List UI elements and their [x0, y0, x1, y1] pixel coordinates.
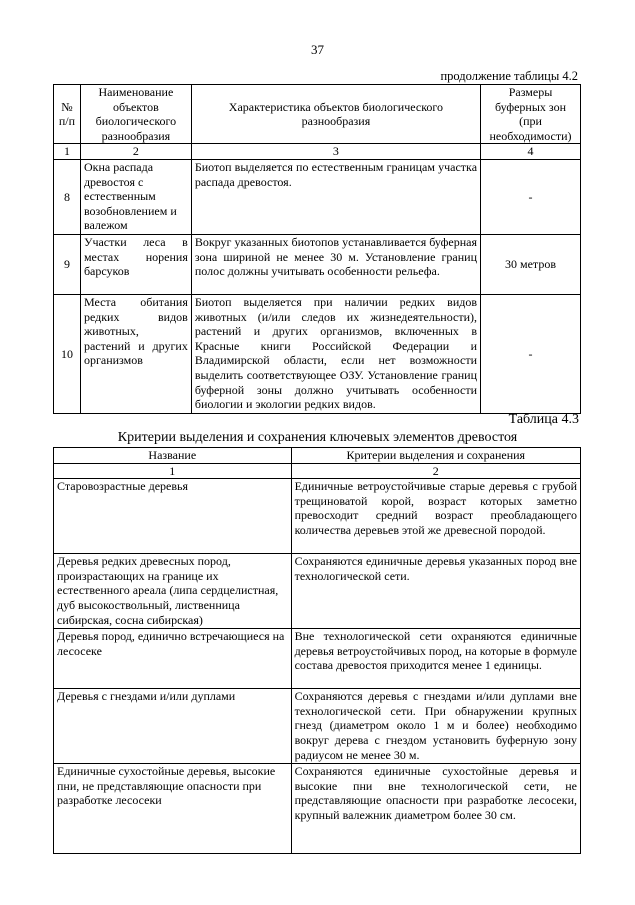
row-buffer: -	[481, 294, 581, 413]
table-4-2	[53, 84, 581, 414]
row-name: Старовозрастные деревья	[54, 479, 292, 554]
header-buffer: Размеры буферных зон (при необходимости)	[481, 85, 581, 144]
table-row	[54, 689, 581, 764]
header-name: Название	[54, 448, 292, 464]
col-number: 2	[291, 463, 580, 479]
header-name: Наименование объектов биологического разнообразия	[80, 85, 191, 144]
table-row	[54, 479, 581, 554]
row-description: Биотоп выделяется по естественным границам участка распада древостоя.	[191, 159, 480, 234]
col-number: 1	[54, 463, 292, 479]
table-row	[54, 629, 581, 689]
col-number: 1	[54, 144, 81, 160]
row-description: Вокруг указанных биотопов устанавливается буферная зона шириной не менее 30 м. Установление границ полос должны учитывать особенности рельефа.	[191, 234, 480, 294]
row-description: Биотоп выделяется при наличии редких видов животных (и/или следов их жизнедеятельности), растений и других организмов, включенных в Красные книги Российской Федерации и Владимирской области, если нет возможности выделить соответствующее ОЗУ. Установление границ буферной зоны должно учитывать особенности биологии и экологии редких видов.	[191, 294, 480, 413]
col-number: 4	[481, 144, 581, 160]
row-number: 9	[54, 234, 81, 294]
row-name: Места обитания редких видов животных, растений и других организмов	[80, 294, 191, 413]
row-criteria: Сохраняются деревья с гнездами и/или дуплами вне технологической сети. При обнаружении крупных гнезд (диаметром около 1 м и более) необходимо вокруг дерева с гнездом установить буферную зону радиусом не менее 30 м.	[291, 689, 580, 764]
row-name: Деревья с гнездами и/или дуплами	[54, 689, 292, 764]
row-criteria: Единичные ветроустойчивые старые деревья с грубой трещиноватой корой, возраст которых заметно превосходит средний возраст преобладающего количества деревьев этой же древесной породой.	[291, 479, 580, 554]
header-criteria: Критерии выделения и сохранения	[291, 448, 580, 464]
row-buffer: 30 метров	[481, 234, 581, 294]
row-criteria: Сохраняются единичные деревья указанных пород вне технологической сети.	[291, 554, 580, 629]
table-header-row	[54, 448, 581, 464]
row-criteria: Вне технологической сети охраняются единичные деревья ветроустойчивых пород, на которые в формуле состава древостоя приходится менее 1 единицы.	[291, 629, 580, 689]
header-description: Характеристика объектов биологического разнообразия	[191, 85, 480, 144]
col-number: 3	[191, 144, 480, 160]
row-name: Деревья редких древесных пород, произрастающих на границе их естественного ареала (липа сердцелистная, дуб высокоствольный, лиственница сибирская, сосна сибирская)	[54, 554, 292, 629]
table-4-3	[53, 447, 581, 854]
row-number: 10	[54, 294, 81, 413]
row-name: Участки леса в местах норения барсуков	[80, 234, 191, 294]
row-criteria: Сохраняются единичные сухостойные деревья и высокие пни вне технологической сети, не представляющие опасности при разработке лесосеки, крупный валежник диаметром более 30 см.	[291, 764, 580, 854]
col-number: 2	[80, 144, 191, 160]
column-number-row	[54, 144, 581, 160]
column-number-row	[54, 463, 581, 479]
table-row	[54, 159, 581, 234]
table-4-3-label: Таблица 4.3	[508, 412, 579, 427]
row-name: Деревья пород, единично встречающиеся на лесосеке	[54, 629, 292, 689]
continuation-label: продолжение таблицы 4.2	[440, 69, 578, 83]
page-number: 37	[311, 42, 324, 57]
table-row	[54, 764, 581, 854]
table-header-row	[54, 85, 581, 144]
row-buffer: -	[481, 159, 581, 234]
table-row	[54, 234, 581, 294]
table-row	[54, 554, 581, 629]
table-4-3-title: Критерии выделения и сохранения ключевых элементов древостоя	[117, 430, 518, 445]
table-row	[54, 294, 581, 413]
header-num: № п/п	[54, 85, 81, 144]
row-name: Окна распада древостоя с естественным возобновлением и валежом	[80, 159, 191, 234]
row-name: Единичные сухостойные деревья, высокие пни, не представляющие опасности при разработке лесосеки	[54, 764, 292, 854]
row-number: 8	[54, 159, 81, 234]
